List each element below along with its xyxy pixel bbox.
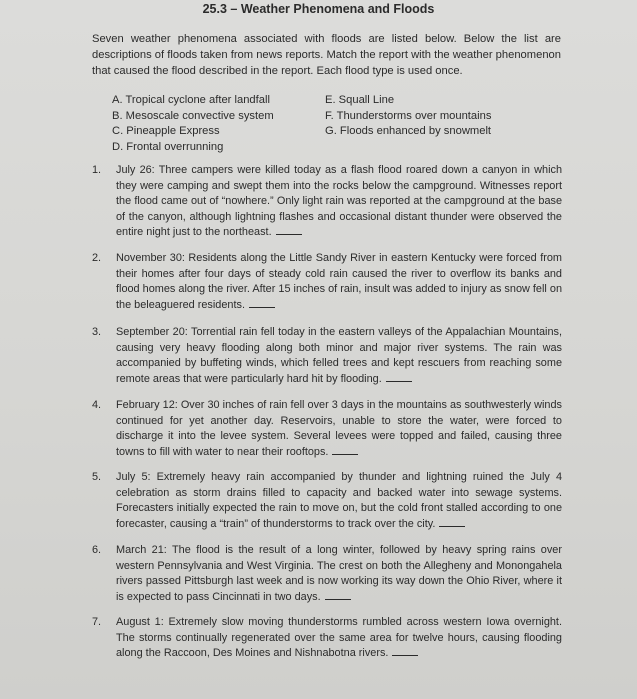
question-number: 4. bbox=[92, 399, 102, 411]
question-number: 3. bbox=[92, 326, 102, 338]
question-1 bbox=[92, 163, 562, 241]
question-2 bbox=[92, 251, 562, 313]
question-text: July 26: Three campers were killed today as a flash flood roared down a canyon in which they were camping and swept them into the rocks below the campground. Witnesses report the flood came out of “nowhere.” Only light rain was reported at the campground at the base of the canyon, although lightning flashes and occasional distant thunder were observed the entire night just to the northeast. bbox=[116, 164, 562, 239]
question-text: September 20: Torrential rain fell today in the eastern valleys of the Appalachian Mountains, causing very heavy flooding along both minor and major river systems. The rain was accompanied by buffeting winds, which felled trees and kept rescuers from reaching some remote areas that were particularly hard hit by flooding. bbox=[116, 326, 562, 385]
option-a: A. Tropical cyclone after landfall bbox=[112, 94, 270, 106]
question-number: 5. bbox=[92, 471, 102, 483]
question-7 bbox=[92, 615, 562, 662]
page-title: 25.3 – Weather Phenomena and Floods bbox=[202, 2, 435, 16]
question-text: August 1: Extremely slow moving thunderstorms rumbled across western Iowa overnight. The storms continually regenerated over the same area for twelve hours, causing flooding along the Raccoon, Des Moines and Nishnabotna rivers. bbox=[116, 616, 562, 660]
options-list-left bbox=[112, 93, 274, 155]
question-text: July 5: Extremely heavy rain accompanied by thunder and lightning ruined the July 4 celebration as storm drains filled to capacity and backed water into sewage systems. Forecasters initially expected the rain to move on, but the cold front stalled according to one forecaster, causing a “train” of thunderstorms to track over the city. bbox=[116, 471, 562, 530]
answer-blank[interactable] bbox=[325, 590, 351, 600]
answer-blank[interactable] bbox=[392, 646, 418, 656]
answer-blank[interactable] bbox=[249, 298, 275, 308]
question-text: February 12: Over 30 inches of rain fell over 3 days in the mountains as southwesterly winds continued for yet another day. Reservoirs, unable to store the water, were forced to discharge it into the levee system. Several levees were topped and failed, causing three towns to fill with water to near their rooftops. bbox=[116, 399, 562, 458]
question-4 bbox=[92, 398, 562, 460]
question-number: 7. bbox=[92, 616, 102, 628]
answer-blank[interactable] bbox=[386, 372, 412, 382]
question-number: 2. bbox=[92, 252, 102, 264]
question-text: March 21: The flood is the result of a long winter, followed by heavy spring rains over western Pennsylvania and West Virginia. The crest on both the Allegheny and Monongahela rivers passed Pittsburgh last week and is now working its way down the Ohio River, where it is expected to pass Cincinnati in two days. bbox=[116, 544, 562, 603]
option-b: B. Mesoscale convective system bbox=[112, 109, 274, 122]
option-g: G. Floods enhanced by snowmelt bbox=[325, 125, 492, 137]
answer-blank[interactable] bbox=[276, 225, 302, 235]
answer-blank[interactable] bbox=[332, 445, 358, 455]
option-e: E. Squall Line bbox=[325, 94, 395, 106]
question-6 bbox=[92, 543, 562, 605]
question-number: 6. bbox=[92, 544, 102, 556]
option-d: D. Frontal overrunning bbox=[112, 140, 224, 153]
options-list-right bbox=[325, 93, 491, 140]
option-f: F. Thunderstorms over mountains bbox=[325, 109, 492, 122]
question-number: 1. bbox=[92, 164, 102, 176]
instructions-paragraph: Seven weather phenomena associated with floods are listed below. Below the list are descriptions of floods taken from news reports. Match the report with the weather phenomenon that caused the flood described in the report. Each flood type is used once. bbox=[92, 33, 561, 77]
option-c: C. Pineapple Express bbox=[112, 125, 220, 137]
question-5 bbox=[92, 470, 562, 532]
question-text: November 30: Residents along the Little Sandy River in eastern Kentucky were forced from their homes after four days of steady cold rain caused the river to overflow its banks and flood homes along the river. After 15 inches of rain, insult was added to injury as snow fell on the beleaguered residents. bbox=[116, 252, 562, 311]
answer-blank[interactable] bbox=[439, 517, 465, 527]
question-3 bbox=[92, 325, 562, 387]
